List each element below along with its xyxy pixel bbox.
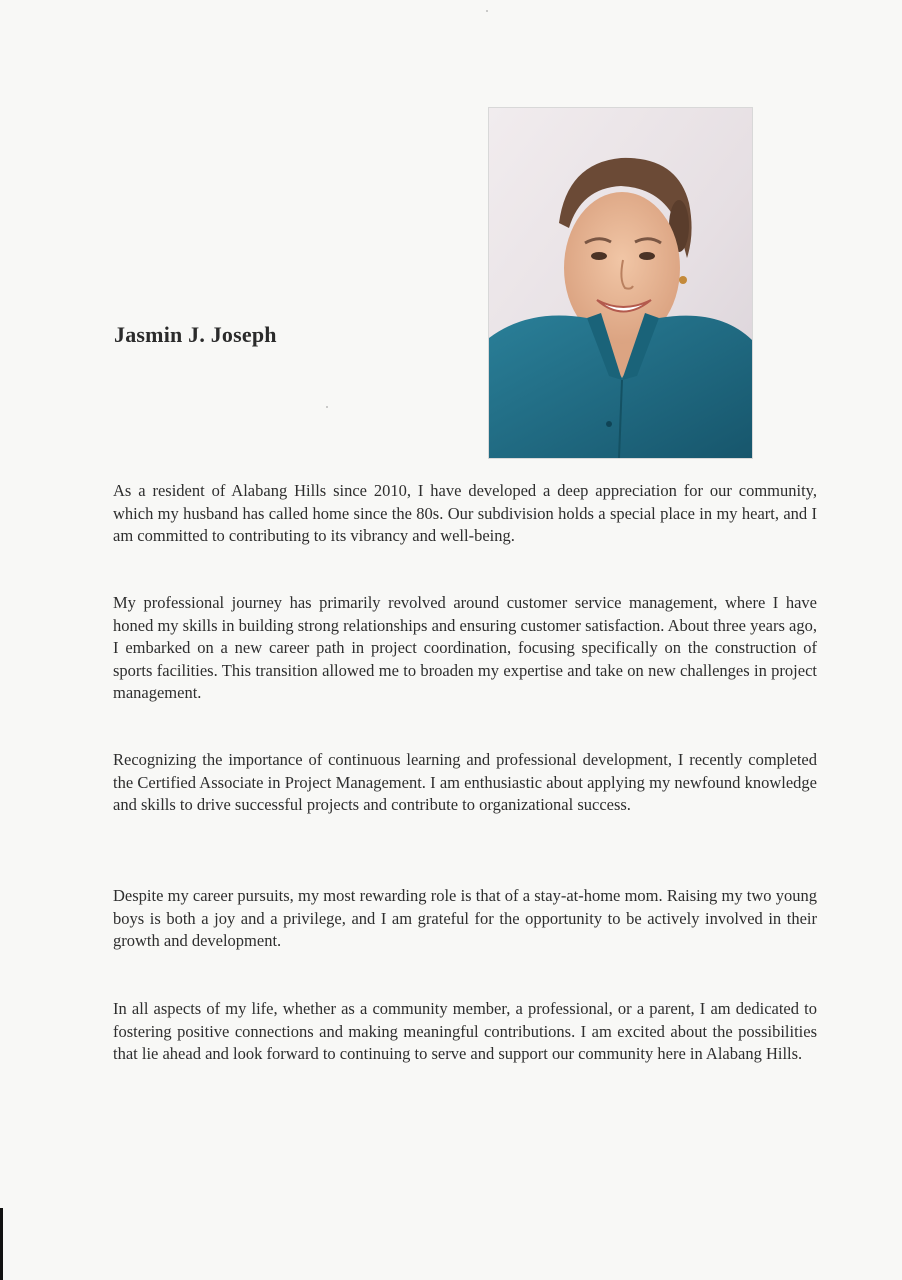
portrait-illustration (489, 108, 752, 458)
paragraph-closing: In all aspects of my life, whether as a community member, a professional, or a parent, I am dedicated to fostering positive connections and making meaningful contributions. I am excited about the possibilities that lie ahead and look forward to continuing to serve and support our community here in Alabang Hills. (113, 999, 817, 1063)
paragraph-residency: As a resident of Alabang Hills since 2010, I have developed a deep appreciation for our community, which my husband has called home since the 80s. Our subdivision holds a special place in my heart, and I am committed to contributing to its vibrancy and well-being. (113, 481, 817, 545)
paragraph-certification: Recognizing the importance of continuous learning and professional development, I recently completed the Certified Associate in Project Management. I am enthusiastic about applying my newfound knowledge and skills to drive successful projects and contribute to organizational success. (113, 750, 817, 814)
scan-speck (326, 406, 328, 408)
paragraph-professional-journey: My professional journey has primarily revolved around customer service management, where I have honed my skills in building strong relationships and ensuring customer satisfaction. About three years ago, I embarked on a new career path in project coordination, focusing specifically on the construction of sports facilities. This transition allowed me to broaden my expertise and take on new challenges in project management. (113, 593, 817, 702)
scan-speck (486, 10, 488, 12)
candidate-name: Jasmin J. Joseph (114, 322, 277, 347)
scan-edge-mark (0, 1208, 3, 1280)
paragraph-family: Despite my career pursuits, my most rewarding role is that of a stay-at-home mom. Raising my two young boys is both a joy and a privilege, and I am grateful for the opportunity to be actively involved in their growth and development. (113, 886, 817, 950)
portrait-photo (488, 107, 753, 459)
